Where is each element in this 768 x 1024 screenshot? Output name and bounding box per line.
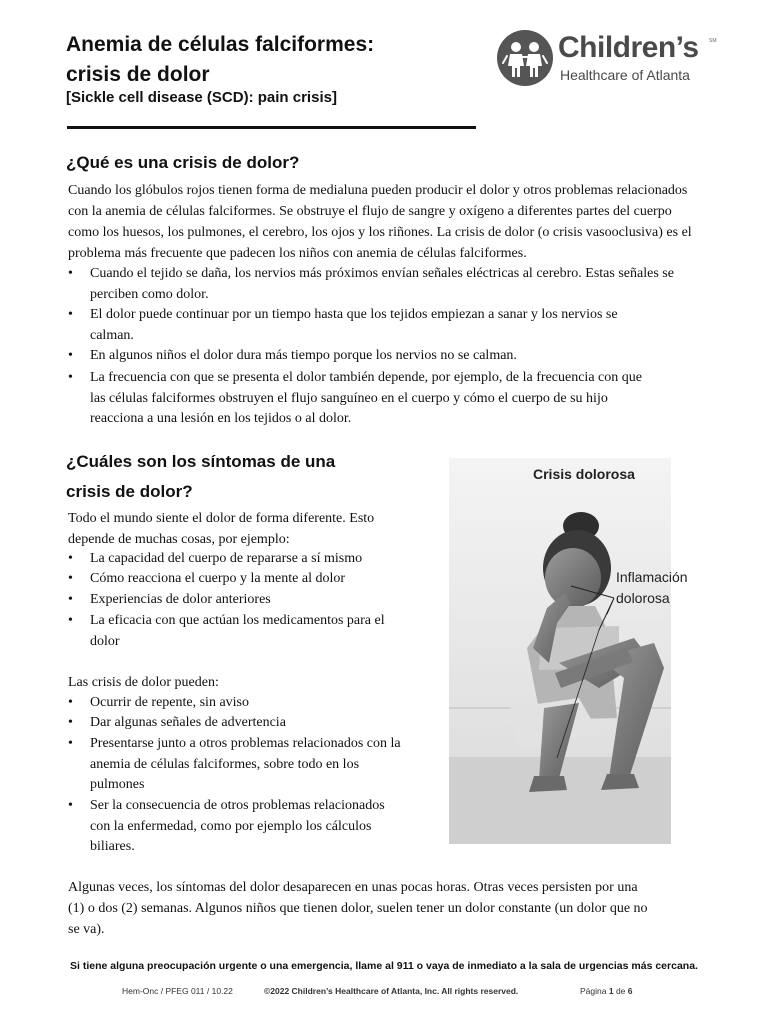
bullet-text: La capacidad del cuerpo de repararse a sí mismo — [90, 551, 363, 566]
bullet-icon: • — [68, 571, 73, 586]
bullet-text: Dar algunas señales de advertencia — [90, 715, 286, 730]
paragraph-line: problema más frecuente que padecen los niños con anemia de células falciformes. — [68, 246, 527, 261]
paragraph-line: como los huesos, los pulmones, el cerebro, los ojos y los riñones. La crisis de dolor (o crisis vasooclusiva) es el — [68, 225, 692, 240]
bullet-text: reacciona a una lesión en los tejidos o al dolor. — [90, 411, 352, 426]
bullet-text: Presentarse junto a otros problemas relacionados con la — [90, 736, 401, 751]
section-heading-symptoms-line-2: crisis de dolor? — [66, 482, 193, 501]
bullet-text: La eficacia con que actúan los medicamentos para el — [90, 613, 385, 628]
bullet-text: En algunos niños el dolor dura más tiempo porque los nervios no se calman. — [90, 348, 517, 363]
page-title-line-2: crisis de dolor — [66, 63, 210, 86]
page-label: Página — [580, 986, 607, 996]
section-heading-what-is-pain-crisis: ¿Qué es una crisis de dolor? — [66, 153, 300, 172]
logo-name: Children’s — [558, 31, 699, 64]
bullet-text: Experiencias de dolor anteriores — [90, 592, 271, 607]
bullet-text: biliares. — [90, 839, 135, 854]
paragraph-line: Todo el mundo siente el dolor de forma diferente. Esto — [68, 511, 375, 526]
page-total: 6 — [627, 986, 633, 996]
bullet-icon: • — [68, 370, 73, 385]
bullet-icon: • — [68, 613, 73, 628]
childrens-healthcare-logo — [495, 30, 727, 92]
paragraph-line: se va). — [68, 922, 105, 937]
page-number — [580, 986, 633, 996]
bullet-icon: • — [68, 266, 73, 281]
copyright-notice: ©2022 Children’s Healthcare of Atlanta, Inc. All rights reserved. — [264, 986, 519, 996]
paragraph-line: con la anemia de células falciformes. Se obstruye el flujo de sangre y oxígeno a diferentes partes del cuerpo — [68, 204, 672, 219]
pain-crisis-illustration — [449, 458, 688, 844]
document-code: Hem-Onc / PFEG 011 / 10.22 — [122, 986, 233, 996]
paragraph-line: (1) o dos (2) semanas. Algunos niños que tienen dolor, suelen tener un dolor constante (un dolor que no — [68, 901, 648, 916]
paragraph-line: Algunas veces, los síntomas del dolor desaparecen en unas pocas horas. Otras veces persisten por una — [68, 880, 638, 895]
page-subtitle: [Sickle cell disease (SCD): pain crisis] — [66, 89, 337, 106]
bullet-text: pulmones — [90, 777, 145, 792]
logo-subtitle: Healthcare of Atlanta — [560, 67, 690, 83]
children-figures-logo-icon — [497, 30, 553, 86]
page-of: de — [615, 986, 626, 996]
bullet-icon: • — [68, 695, 73, 710]
bullet-text: Cuando el tejido se daña, los nervios más próximos envían señales eléctricas al cerebro. Estas señales se — [90, 266, 674, 281]
page-title-line-1: Anemia de células falciformes: — [66, 33, 375, 56]
bullet-text: dolor — [90, 633, 120, 649]
bullet-icon: • — [68, 307, 73, 322]
figure-title: Crisis dolorosa — [533, 466, 635, 482]
title-divider — [67, 126, 476, 129]
bullet-text: Cómo reacciona el cuerpo y la mente al dolor — [90, 571, 346, 586]
bullet-icon: • — [68, 715, 73, 730]
bullet-text: La frecuencia con que se presenta el dolor también depende, por ejemplo, de la frecuencia con que — [90, 370, 642, 385]
bullet-text: anemia de células falciformes, sobre todo en los — [90, 756, 360, 772]
bullet-text: El dolor puede continuar por un tiempo hasta que los tejidos empiezan a sanar y los nervios se — [90, 307, 618, 322]
bullet-text: calman. — [90, 327, 134, 343]
section2-closing — [68, 877, 648, 940]
section2-intro2: Las crisis de dolor pueden: — [68, 675, 219, 690]
bullet-text: las células falciformes obstruyen el flujo sanguíneo en el cuerpo y cómo el cuerpo de su hijo — [90, 390, 608, 406]
figure-label: Inflamación — [616, 569, 688, 585]
logo-service-mark: SM — [709, 38, 717, 44]
bullet-text: Ocurrir de repente, sin aviso — [90, 695, 249, 710]
bullet-icon: • — [68, 798, 73, 813]
paragraph-line: Cuando los glóbulos rojos tienen forma de medialuna pueden producir el dolor y otros problemas relacionados — [68, 183, 688, 198]
bullet-text: Ser la consecuencia de otros problemas relacionados — [90, 798, 385, 813]
emergency-notice: Si tiene alguna preocupación urgente o una emergencia, llame al 911 o vaya de inmediato a la sala de urgencias más cercana. — [70, 960, 698, 972]
page-current: 1 — [608, 986, 614, 996]
bullet-text: con la enfermedad, como por ejemplo los cálculos — [90, 818, 372, 834]
figure-label: dolorosa — [616, 590, 670, 606]
bullet-text: perciben como dolor. — [90, 286, 209, 302]
bullet-icon: • — [68, 736, 73, 751]
section-heading-symptoms-line-1: ¿Cuáles son los síntomas de una — [66, 452, 336, 471]
section1-paragraph — [68, 180, 692, 264]
bullet-icon: • — [68, 592, 73, 607]
sitting-child-illustration — [449, 458, 671, 844]
section2-intro — [68, 508, 374, 550]
bullet-icon: • — [68, 348, 73, 363]
paragraph-line: depende de muchas cosas, por ejemplo: — [68, 532, 290, 547]
bullet-icon: • — [68, 551, 73, 566]
